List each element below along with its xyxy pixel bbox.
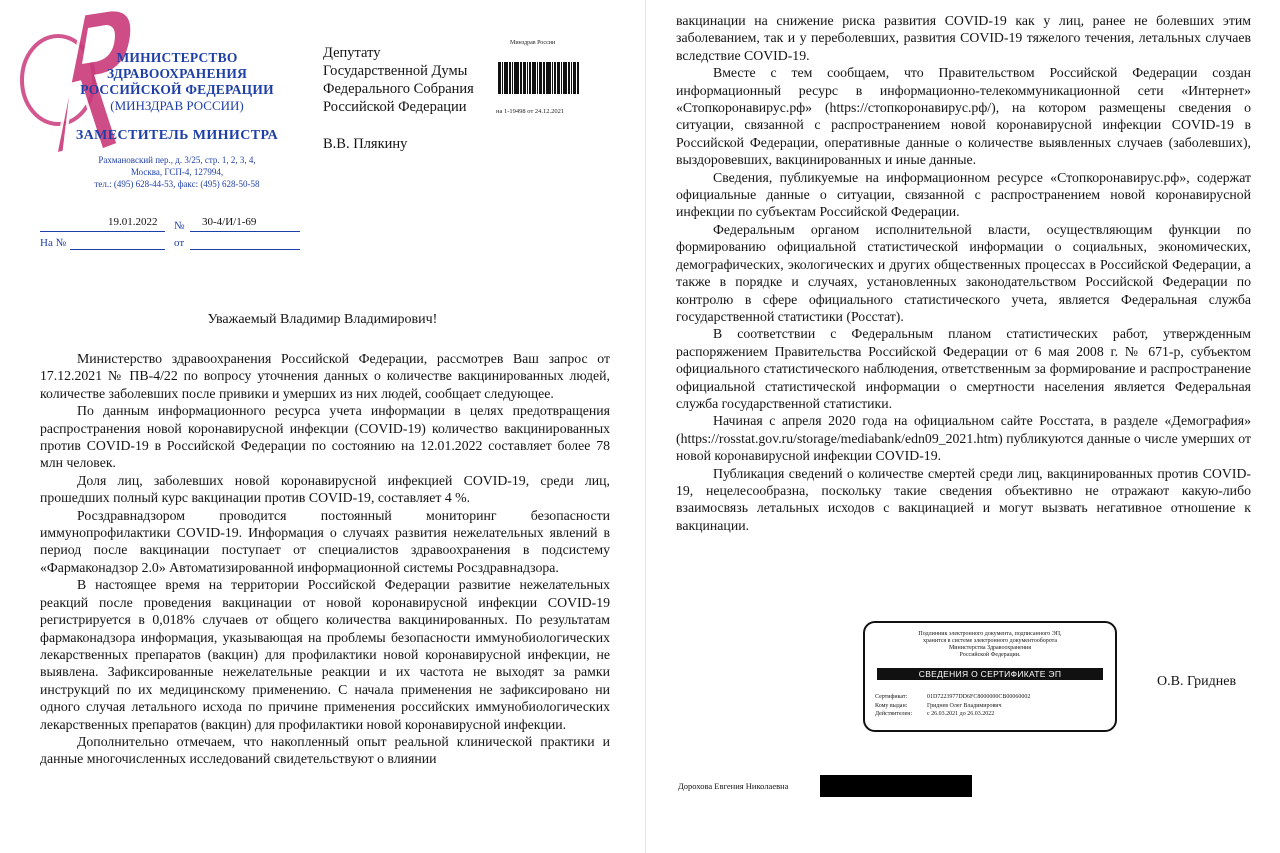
ministry-address bbox=[62, 154, 292, 190]
addressee-line: Федерального Собрания bbox=[323, 81, 474, 97]
ministry-line: МИНИСТЕРСТВО bbox=[116, 50, 238, 65]
signature-header bbox=[865, 631, 1115, 659]
addressee-line: Российской Федерации bbox=[323, 99, 467, 115]
letter-page-2 bbox=[645, 0, 1280, 853]
body-paragraph: вакцинации на снижение риска развития COVID-19 как у лиц, ранее не болевших этим заболеванием, так и у переболевших, развития COVID-19 тяжелого течения, летальных случаев вследствие COVID-19. bbox=[676, 13, 1251, 63]
body-paragraph: Вместе с тем сообщаем, что Правительством Российской Федерации создан информационный ресурс в информационно-телекоммуникационной сети «Интернет» «Стопкоронавирус.рф» (https://стопкоронавирус.рф/), на котором размещены сведения о ситуации, связанной с распространением новой коронавирусной инфекции COVID-19 в Российской Федерации, оперативные данные о количестве выявленных случаев (заболевших), выздоровевших, вакцинированных и иные данные. bbox=[676, 65, 1251, 168]
letter-body-page-1 bbox=[40, 350, 610, 768]
from-underline bbox=[190, 249, 300, 250]
number-underline bbox=[190, 231, 300, 232]
signature-header-line: Подлинник электронного документа, подписанного ЭП, bbox=[918, 631, 1062, 637]
body-paragraph: Сведения, публикуемые на информационном ресурсе «Стопкоронавирус.рф», содержат официальные данные о ситуации, связанной с распространением новой коронавирусной инфекции по субъектам Российской Федерации. bbox=[676, 169, 1251, 220]
reference-underline bbox=[70, 249, 165, 250]
ministry-line: ЗДРАВООХРАНЕНИЯ bbox=[106, 66, 248, 81]
body-paragraph: Министерство здравоохранения Российской Федерации, рассмотрев Ваш запрос от 17.12.2021 № ПВ-4/22 по вопросу уточнения данных о количестве вакцинированных людей, количестве заболевших после привики и умерших из них людей, сообщает следующее. bbox=[40, 351, 610, 401]
signer-name: О.В. Гриднев bbox=[1157, 674, 1237, 689]
signature-header-line: Министерства Здравоохранения bbox=[948, 645, 1032, 651]
letter-date: 19.01.2022 bbox=[108, 216, 158, 228]
body-paragraph: В настоящее время на территории Российской Федерации развитие нежелательных реакций после проведения вакцинации от новой коронавирусной инфекции COVID-19 регистрируется в 0,018% случаев от общего количества вакцинированных. По результатам фармаконадзора информация, указывающая на проблемы безопасности иммунобиологических лекарственных препаратов (вакцин) для профилактики новой коронавирусной инфекции, не выявлена. Зафиксированные нежелательные реакции и их частота не выходят за рамки инструкций по их медицинскому применению. С начала применения не зафиксировано ни одного случая летального исхода по причине применения российских иммунобиологических лекарственных препаратов (вакцин) для профилактики новой коронавирусной инфекции. bbox=[40, 577, 610, 732]
cert-label: Сертификат: bbox=[875, 694, 908, 700]
addressee-line: Государственной Думы bbox=[323, 63, 468, 79]
addressee-name: В.В. Плякину bbox=[323, 136, 408, 152]
body-paragraph: Росздравнадзором проводится постоянный мониторинг безопасности иммунопрофилактики COVID-19. Информация о случаях развития нежелательных явлений в период после вакцинации поступает от специалистов здравоохранения в подсистему «Фармаконадзор 2.0» Автоматизированной информационной системы Росздравнадзора. bbox=[40, 507, 610, 575]
from-label: от bbox=[174, 237, 185, 249]
signature-header-line: Российской Федерации. bbox=[959, 652, 1021, 658]
certificate-title: СВЕДЕНИЯ О СЕРТИФИКАТЕ ЭП bbox=[877, 668, 1103, 680]
incoming-stamp-number: на 1-19498 от 24.12.2021 bbox=[496, 108, 565, 115]
body-paragraph: В соответствии с Федеральным планом статистических работ, утвержденным распоряжением Правительства Российской Федерации от 6 мая 2008 г. № 671-р, субъектом официального статистического наблюдения, ответственным за формирование и распространение официальной статистической информации о смертности населения является Федеральная служба государственной статистики. bbox=[676, 326, 1251, 411]
ministry-line: РОССИЙСКОЙ ФЕДЕРАЦИИ bbox=[80, 82, 274, 97]
body-paragraph: По данным информационного ресурса учета информации в целях предотвращения распространения новой коронавирусной инфекции (COVID-19) количество вакцинированных против COVID-19 в Российской Федерации по состоянию на 12.01.2022 составляет более 78 млн человек. bbox=[40, 403, 610, 471]
issued-label: Кому выдан: bbox=[875, 702, 908, 709]
address-line: Рахмановский пер., д. 3/25, стр. 1, 2, 3, 4, bbox=[98, 155, 256, 165]
body-paragraph: Начиная с апреля 2020 года на официальном сайте Росстата, в разделе «Демография» (https://rosstat.gov.ru/storage/mediabank/edn09_2021.htm) публикуются данные о числе умерших от новой коронавирусной инфекции COVID-19. bbox=[676, 413, 1251, 464]
ministry-header bbox=[62, 50, 292, 190]
number-sign: № bbox=[174, 220, 185, 232]
body-paragraph: Дополнительно отмечаем, что накопленный опыт реальной клинической практики и данные многочисленных исследований свидетельствуют о влиянии bbox=[40, 733, 610, 767]
sender-position: ЗАМЕСТИТЕЛЬ МИНИСТРА bbox=[75, 128, 279, 143]
body-paragraph: Федеральным органом исполнительной власти, осуществляющим функции по формированию официальной статистической информации о социальных, экономических, демографических, экологических и других общественных процессах в Российской Федерации, а также в порядке и случаях, установленных законодательством Российской Федерации по контролю в сфере официального статистического учета, является Федеральная служба государственной статистики (Росстат). bbox=[676, 221, 1251, 324]
salutation: Уважаемый Владимир Владимирович! bbox=[207, 312, 438, 327]
redaction-bar bbox=[820, 775, 972, 797]
signature-header-line: хранится в системе электронного документооборота bbox=[922, 638, 1058, 644]
letter-number: 30-4/И/1-69 bbox=[202, 216, 257, 228]
reference-label: На № bbox=[40, 237, 67, 249]
addressee-block bbox=[323, 44, 474, 116]
ministry-short-name: (МИНЗДРАВ РОССИИ) bbox=[110, 98, 244, 113]
body-paragraph: Публикация сведений о количестве смертей среди лиц, вакцинированных против COVID-19, нецелесообразна, поскольку такие сведения объективно не отражают какую-либо взаимосвязь летальных исходов с вакцинацией и могут вызвать негативное отношение к вакцинации. bbox=[676, 465, 1251, 533]
electronic-signature-stamp bbox=[863, 621, 1117, 732]
incoming-stamp-org: Минздрав России bbox=[510, 40, 556, 46]
letter-body-page-2 bbox=[676, 12, 1251, 534]
addressee-line: Депутату bbox=[323, 45, 381, 61]
certificate-fields bbox=[875, 693, 1030, 719]
executor-name: Дорохова Евгения Николаевна bbox=[678, 781, 789, 791]
body-paragraph: Доля лиц, заболевших новой коронавирусной инфекцией COVID-19, среди лиц, прошедших полный курс вакцинации против COVID-19, составляет 4 %. bbox=[40, 472, 610, 506]
barcode-icon bbox=[498, 62, 586, 94]
issued-value: Гриднев Олег Владимирович bbox=[927, 702, 1002, 709]
cert-value: 01D7223977DD6FC8000000CB00060002 bbox=[927, 694, 1031, 700]
date-underline bbox=[40, 231, 165, 232]
valid-value: с 26.03.2021 до 26.03.2022 bbox=[927, 711, 995, 717]
valid-label: Действителен: bbox=[875, 711, 913, 717]
address-line: тел.: (495) 628-44-53, факс: (495) 628-50-58 bbox=[94, 179, 260, 189]
address-line: Москва, ГСП-4, 127994, bbox=[130, 167, 224, 177]
